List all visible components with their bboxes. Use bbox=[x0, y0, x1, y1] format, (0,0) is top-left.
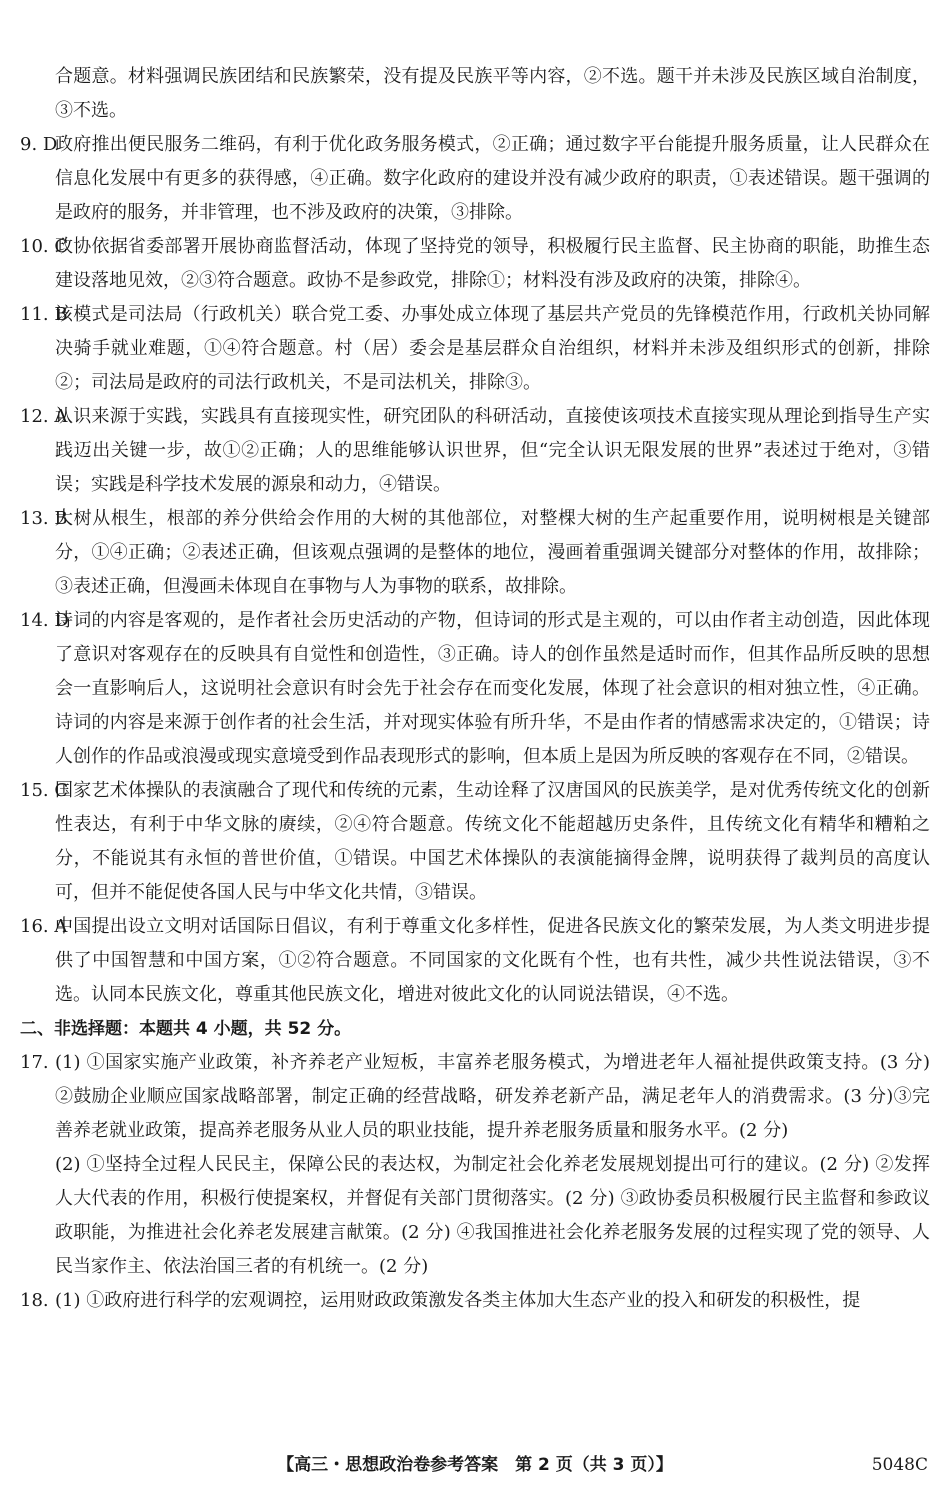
question-number: 18. bbox=[20, 1290, 49, 1311]
answer-9 bbox=[20, 128, 930, 230]
question-number: 17. bbox=[20, 1052, 49, 1073]
footer-code: 5048C bbox=[871, 1455, 928, 1475]
question-number: 11. B bbox=[20, 304, 68, 325]
question-number: 9. D bbox=[20, 134, 58, 155]
footer-title: 【高三・思想政治卷参考答案 第 2 页（共 3 页）】 bbox=[277, 1455, 673, 1475]
paragraph-text: 诗词的内容是客观的，是作者社会历史活动的产物，但诗词的形式是主观的，可以由作者主动创造，因此体现了意识对客观存在的反映具有自觉性和创造性，③正确。诗人的创作虽然是适时而作，但其作品所反映的思想会一直影响后人，这说明社会意识有时会先于社会存在而变化发展，体现了社会意识的相对独立性，④正确。诗词的内容是来源于创作者的社会生活，并对现实体验有所升华，不是由作者的情感需求决定的，①错误；诗人创作的作品或浪漫或现实意境受到作品表现形式的影响，但本质上是因为所反映的客观存在不同，②错误。 bbox=[55, 610, 930, 767]
question-number: 12. A bbox=[20, 406, 68, 427]
paragraph-text: 国家艺术体操队的表演融合了现代和传统的元素，生动诠释了汉唐国风的民族美学，是对优秀传统文化的创新性表达，有利于中华文脉的赓续，②④符合题意。传统文化不能超越历史条件，且传统文化有精华和糟粕之分，不能说其有永恒的普世价值，①错误。中国艺术体操队的表演能摘得金牌，说明获得了裁判员的高度认可，但并不能促使各国人民与中华文化共情，③错误。 bbox=[55, 780, 930, 903]
question-number: 16. A bbox=[20, 916, 68, 937]
question-number: 13. B bbox=[20, 508, 68, 529]
paragraph-text: 中国提出设立文明对话国际日倡议，有利于尊重文化多样性，促进各民族文化的繁荣发展，为人类文明进步提供了中国智慧和中国方案，①②符合题意。不同国家的文化既有个性，也有共性，减少共性说法错误，③不选。认同本民族文化，尊重其他民族文化，增进对彼此文化的认同说法错误，④不选。 bbox=[55, 916, 930, 1005]
answer-14 bbox=[20, 604, 930, 774]
answer-content bbox=[20, 60, 930, 1318]
answer-10 bbox=[20, 230, 930, 298]
paragraph-text: (1) ①国家实施产业政策，补齐养老产业短板，丰富养老服务模式，为增进老年人福祉提供政策支持。(3 分) ②鼓励企业顺应国家战略部署，制定正确的经营战略，研发养老新产品，满足老年人的消费需求。(3 分)③完善养老就业政策，提高养老服务从业人员的职业技能，提升养老服务质量和服务水平。(2 分) bbox=[55, 1052, 930, 1141]
section-heading: 二、非选择题：本题共 4 小题，共 52 分。 bbox=[20, 1019, 352, 1039]
answer-15 bbox=[20, 774, 930, 910]
answer-11 bbox=[20, 298, 930, 400]
answer-17-part-2 bbox=[20, 1148, 930, 1284]
answer-12 bbox=[20, 400, 930, 502]
answer-16 bbox=[20, 910, 930, 1012]
page-footer bbox=[0, 1450, 950, 1480]
paragraph-text: (2) ①坚持全过程人民民主，保障公民的表达权，为制定社会化养老发展规划提出可行的建议。(2 分) ②发挥人大代表的作用，积极行使提案权，并督促有关部门贯彻落实。(2 分) ③政协委员积极履行民主监督和参政议政职能，为推进社会化养老发展建言献策。(2 分) ④我国推进社会化养老服务发展的过程实现了党的领导、人民当家作主、依法治国三者的有机统一。(2 分) bbox=[55, 1154, 930, 1277]
paragraph-text: 该模式是司法局（行政机关）联合党工委、办事处成立体现了基层共产党员的先锋模范作用，行政机关协同解决骑手就业难题，①④符合题意。村（居）委会是基层群众自治组织，材料并未涉及组织形式的创新，排除②；司法局是政府的司法行政机关，不是司法机关，排除③。 bbox=[55, 304, 930, 393]
answer-13 bbox=[20, 502, 930, 604]
paragraph-text: 政府推出便民服务二维码，有利于优化政务服务模式，②正确；通过数字平台能提升服务质量，让人民群众在信息化发展中有更多的获得感，④正确。数字化政府的建设并没有减少政府的职责，①表述错误。题干强调的是政府的服务，并非管理，也不涉及政府的决策，③排除。 bbox=[55, 134, 930, 223]
paragraph-text: 认识来源于实践，实践具有直接现实性，研究团队的科研活动，直接使该项技术直接实现从理论到指导生产实践迈出关键一步，故①②正确；人的思维能够认识世界，但“完全认识无限发展的世界”表述过于绝对，③错误；实践是科学技术发展的源泉和动力，④错误。 bbox=[55, 406, 930, 495]
paragraph-text: 大树从根生，根部的养分供给会作用的大树的其他部位，对整棵大树的生产起重要作用，说明树根是关键部分，①④正确；②表述正确，但该观点强调的是整体的地位，漫画着重强调关键部分对整体的作用，故排除；③表述正确，但漫画未体现自在事物与人为事物的联系，故排除。 bbox=[55, 508, 930, 597]
answer-18-part-1 bbox=[20, 1284, 930, 1318]
question-number: 10. C bbox=[20, 236, 69, 257]
answer-17-part-1 bbox=[20, 1046, 930, 1148]
question-number: 15. C bbox=[20, 780, 69, 801]
answer-8-continued bbox=[20, 60, 930, 128]
paragraph-text: 政协依据省委部署开展协商监督活动，体现了坚持党的领导，积极履行民主监督、民主协商的职能，助推生态建设落地见效，②③符合题意。政协不是参政党，排除①；材料没有涉及政府的决策，排除④。 bbox=[55, 236, 930, 291]
question-number: 14. D bbox=[20, 610, 69, 631]
paragraph-text: (1) ①政府进行科学的宏观调控，运用财政政策激发各类主体加大生态产业的投入和研发的积极性，提 bbox=[55, 1290, 861, 1311]
paragraph-text: 合题意。材料强调民族团结和民族繁荣，没有提及民族平等内容，②不选。题干并未涉及民族区域自治制度，③不选。 bbox=[55, 66, 930, 121]
